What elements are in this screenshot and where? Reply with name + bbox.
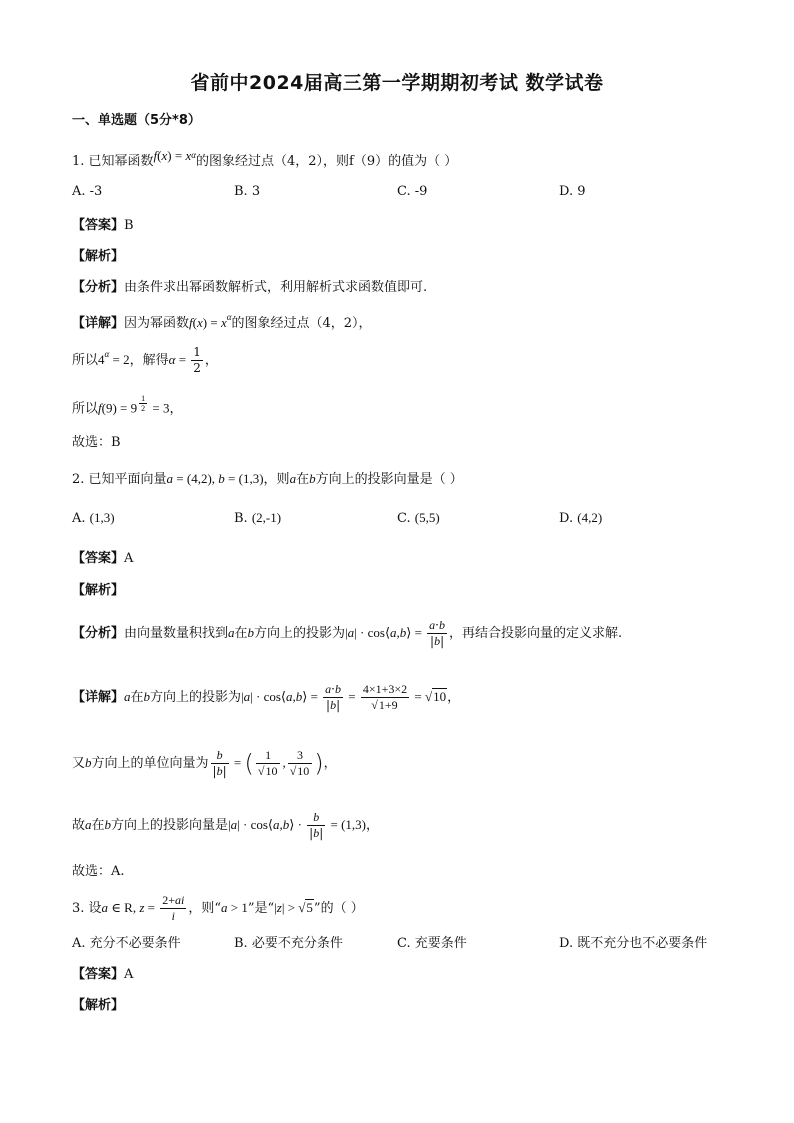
q3-analysis-tag: 【解析】	[72, 998, 125, 1013]
q1-final: 故选：B	[72, 435, 121, 450]
q2-analysis-tag: 【解析】	[72, 583, 125, 598]
q1-option-a: A. -3	[72, 184, 103, 199]
formula: f	[153, 148, 158, 163]
q2-final: 故选：A.	[72, 864, 125, 879]
q1-step-1: 所以$4^\alpha = 2$，解得α = $\frac{1}{2}$ ，	[72, 345, 218, 375]
q1-stem: 1. 已知幂函数$f(x) = x^\alpha$的图象经过点（4，2），则f（9）的值为（ ）	[72, 148, 458, 169]
q1-option-b: B. 3	[234, 184, 261, 199]
section-heading: 一、单选题（5分*8）	[72, 113, 201, 128]
q2-step-1: 又b方向上的单位向量为 $\frac{b}{|b|}$ = ( $\frac{1}{√10}$ , $\frac{3}{√10}$ )，	[72, 748, 337, 778]
q1-xiangjie: 【详解】因为幂函数$f(x) = x^\alpha$的图象经过点（4，2），	[72, 312, 372, 331]
q2-option-a: A. (1,3)	[72, 510, 115, 526]
q1-answer: 【答案】B	[72, 218, 134, 233]
q3-option-d: D. 既不充分也不必要条件	[559, 936, 708, 951]
q3-option-a: A. 充分不必要条件	[72, 936, 181, 951]
q2-option-d: D. (4,2)	[559, 510, 603, 526]
q1-option-d: D. 9	[559, 184, 586, 199]
q3-option-c: C. 充要条件	[397, 936, 467, 951]
q2-step-2: 故a在b方向上的投影向量是|a| · cos⟨a,b⟩ · $\frac{b}{|b|}$ = (1,3)，	[72, 810, 380, 840]
q2-xiangjie: 【详解】a在b方向上的投影为|a| · cos⟨a,b⟩ = $\frac{a\cdot b}{|b|}$ = $\frac{4\times 1+3\times 2}{√1+9}$ = √10，	[72, 682, 461, 712]
q1-fenxi: 【分析】由条件求出幂函数解析式，利用解析式求函数值即可.	[72, 280, 428, 295]
q1-analysis-tag: 【解析】	[72, 249, 125, 264]
q2-answer: 【答案】A	[72, 551, 134, 566]
q3-option-b: B. 必要不充分条件	[234, 936, 343, 951]
q2-fenxi: 【分析】由向量数量积找到a在b方向上的投影为|a| · cos⟨a,b⟩ = $\frac{a\cdot b}{|b|}$ ，再结合投影向量的定义求解.	[72, 618, 623, 648]
q2-stem: 2. 已知平面向量a = (4,2), b = (1,3)，则a在b方向上的投影向量是（ ）	[72, 471, 463, 487]
q2-option-c: C. (5,5)	[397, 510, 440, 526]
q3-stem: 3. 设a ∈ R, z = $\frac{2+ai}{i}$ ，则“a > 1”是“|z| > √5”的（ ）	[72, 893, 364, 923]
q1-step-2: 所以f(9) = 9 $^{\frac{1}{2}}$ = 3，	[72, 394, 183, 417]
q3-answer: 【答案】A	[72, 967, 134, 982]
q1-option-c: C. -9	[397, 184, 428, 199]
page-title: 省前中2024届高三第一学期期初考试 数学试卷	[190, 72, 604, 94]
q2-option-b: B. (2,-1)	[234, 510, 282, 526]
